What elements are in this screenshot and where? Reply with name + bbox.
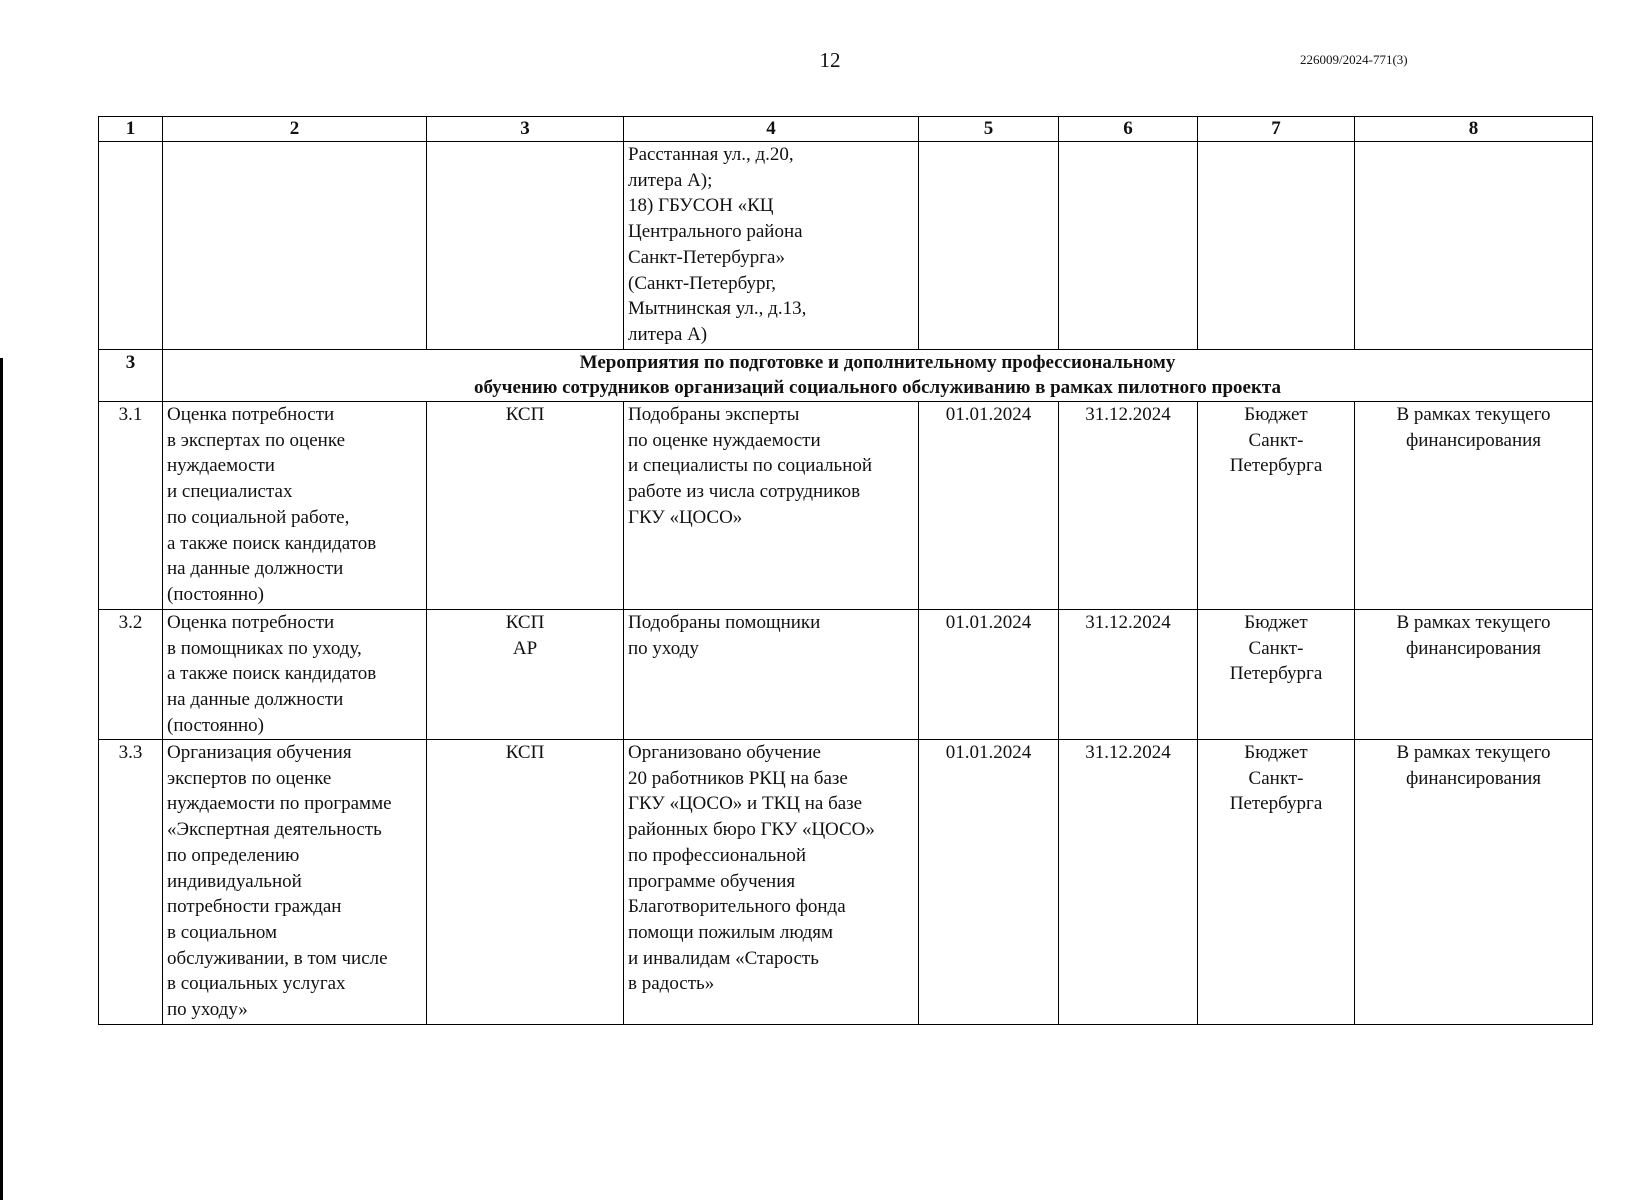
section-title-line-2: обучению сотрудников организаций социального обслуживанию в рамках пилотного проекта [474, 377, 1281, 398]
document-id: 226009/2024-771(3) [1300, 52, 1408, 67]
section-title [163, 350, 1593, 402]
cont-cell-result: Расстанная ул., д.20, литера А); 18) ГБУСОН «КЦ Центрального района Санкт-Петербурга» (Санкт-Петербург, Мытнинская ул., д.13, литера А) [624, 142, 919, 350]
row-start-date: 01.01.2024 [919, 740, 1059, 1025]
col-header-5: 5 [919, 117, 1059, 142]
row-result: Подобраны помощники по уходу [624, 610, 919, 740]
row-end-date: 31.12.2024 [1059, 610, 1198, 740]
column-number-row [99, 117, 1593, 142]
table-row-3-1 [99, 402, 1593, 610]
row-responsible: КСП АР [427, 610, 624, 740]
cont-cell-5 [919, 142, 1059, 350]
row-funding: В рамках текущего финансирования [1355, 740, 1593, 1025]
section-row [99, 350, 1593, 402]
continuation-row [99, 142, 1593, 350]
row-start-date: 01.01.2024 [919, 402, 1059, 610]
col-header-1: 1 [99, 117, 163, 142]
table-row-3-2 [99, 610, 1593, 740]
row-number: 3.3 [99, 740, 163, 1025]
row-funding: В рамках текущего финансирования [1355, 402, 1593, 610]
row-responsible: КСП [427, 740, 624, 1025]
cont-cell-3 [427, 142, 624, 350]
cont-cell-6 [1059, 142, 1198, 350]
row-result: Организовано обучение 20 работников РКЦ на базе ГКУ «ЦОСО» и ТКЦ на базе районных бюро ГКУ «ЦОСО» по профессиональной программе обучения Благотворительного фонда помощи пожилым людям и инвалидам «Старость в радость» [624, 740, 919, 1025]
section-number: 3 [99, 350, 163, 402]
row-activity: Оценка потребности в помощниках по уходу, а также поиск кандидатов на данные должности (постоянно) [163, 610, 427, 740]
table-row-3-3 [99, 740, 1593, 1025]
col-header-3: 3 [427, 117, 624, 142]
row-responsible: КСП [427, 402, 624, 610]
row-result: Подобраны эксперты по оценке нуждаемости и специалисты по социальной работе из числа сотрудников ГКУ «ЦОСО» [624, 402, 919, 610]
row-number: 3.1 [99, 402, 163, 610]
row-funding: В рамках текущего финансирования [1355, 610, 1593, 740]
cont-cell-8 [1355, 142, 1593, 350]
row-activity: Организация обучения экспертов по оценке нуждаемости по программе «Экспертная деятельность по определению индивидуальной потребности граждан в социальном обслуживании, в том числе в социальных услугах по уходу» [163, 740, 427, 1025]
row-source: Бюджет Санкт- Петербурга [1198, 740, 1355, 1025]
cont-cell-1 [99, 142, 163, 350]
page-number: 12 [819, 48, 841, 72]
row-source: Бюджет Санкт- Петербурга [1198, 610, 1355, 740]
row-start-date: 01.01.2024 [919, 610, 1059, 740]
row-activity: Оценка потребности в экспертах по оценке нуждаемости и специалистах по социальной работе, а также поиск кандидатов на данные должности (постоянно) [163, 402, 427, 610]
col-header-6: 6 [1059, 117, 1198, 142]
col-header-8: 8 [1355, 117, 1593, 142]
plan-table [98, 116, 1593, 1025]
scan-edge-bar [0, 358, 3, 1200]
col-header-4: 4 [624, 117, 919, 142]
col-header-7: 7 [1198, 117, 1355, 142]
row-end-date: 31.12.2024 [1059, 402, 1198, 610]
row-number: 3.2 [99, 610, 163, 740]
section-title-line-1: Мероприятия по подготовке и дополнительному профессиональному [579, 352, 1176, 373]
col-header-2: 2 [163, 117, 427, 142]
cont-cell-7 [1198, 142, 1355, 350]
row-source: Бюджет Санкт- Петербурга [1198, 402, 1355, 610]
row-end-date: 31.12.2024 [1059, 740, 1198, 1025]
cont-cell-2 [163, 142, 427, 350]
